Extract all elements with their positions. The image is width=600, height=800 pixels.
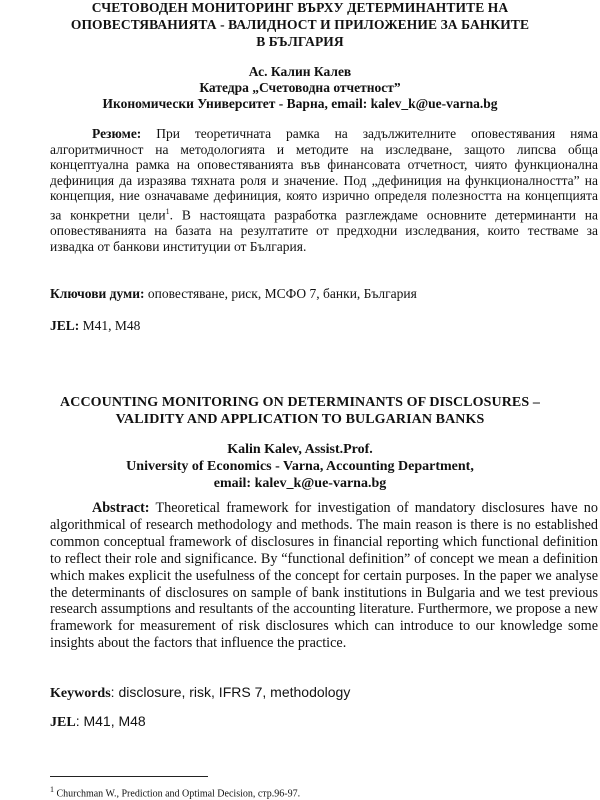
bg-abstract-text-2: . В настоящата разработка разглеждаме основните детерминанти на оповестяванията на базата на резултатите от предходни изследвания, които тестваме за извадка от банкови институции от България. xyxy=(50,207,598,254)
bg-keywords xyxy=(50,285,417,303)
bg-title-line-3: В БЪЛГАРИЯ xyxy=(256,34,344,49)
en-jel-text: : M41, M48 xyxy=(75,713,146,729)
en-title-line-1: ACCOUNTING MONITORING ON DETERMINANTS OF DISCLOSURES – xyxy=(60,395,540,410)
en-abstract xyxy=(50,500,598,652)
en-jel xyxy=(50,712,146,732)
footnote-rule xyxy=(50,776,208,777)
bg-author: Ас. Калин Калев xyxy=(248,64,352,79)
bg-affiliation: Икономически Университет - Варна, email: kalev_k@ue-varna.bg xyxy=(102,96,498,111)
en-jel-label: JEL xyxy=(50,715,76,730)
bg-abstract-label: Резюме: xyxy=(92,126,142,141)
en-abstract-text: Theoretical framework for investigation of mandatory disclosures have no algorithmical of research methodology and methods. The main reason is there is no established common conceptual framework of disclosures in financial reporting which functional definition to reflect their role and significance. By “functional definition” of concept we mean a definition which makes explicit the usefulness of the concept for certain purposes. In the paper we analyse the determinants of disclosures on sample of bank institutions in Bulgaria and we test previous research assumptions and resultants of the accounting literature. Furthermore, we propose a new framework for measurement of risk disclosures which can introduce to our knowledge some insights about the factors that influence the practice. xyxy=(50,500,598,652)
en-email: email: kalev_k@ue-varna.bg xyxy=(213,476,387,491)
bg-keywords-label: Ключови думи: xyxy=(50,286,145,301)
bg-title-line-1: СЧЕТОВОДЕН МОНИТОРИНГ ВЪРХУ ДЕТЕРМИНАНТИТЕ НА xyxy=(91,0,509,15)
bg-department: Катедра „Счетоводна отчетност” xyxy=(199,80,401,95)
en-title-line-2: VALIDITY AND APPLICATION TO BULGARIAN BANKS xyxy=(115,412,485,427)
bg-title-line-2: ОПОВЕСТЯВАНИЯТА - ВАЛИДНОСТ И ПРИЛОЖЕНИЕ ЗА БАНКИТЕ xyxy=(70,17,530,32)
bg-jel xyxy=(50,317,140,335)
bg-abstract xyxy=(50,126,598,254)
bg-jel-label: JEL: xyxy=(50,318,80,333)
en-affiliation: University of Economics - Varna, Accounting Department, xyxy=(126,459,474,474)
en-keywords-label: Keywords xyxy=(50,686,111,701)
en-abstract-label: Abstract: xyxy=(92,500,150,516)
en-author: Kalin Kalev, Assist.Prof. xyxy=(227,442,373,457)
footnote xyxy=(50,783,300,800)
en-keywords-text: : disclosure, risk, IFRS 7, methodology xyxy=(110,684,351,700)
footnote-text: Churchman W., Prediction and Optimal Decision, стр.96-97. xyxy=(56,788,301,800)
footnote-ref: 1 xyxy=(165,206,170,216)
bg-abstract-text: При теоретичната рамка на задължителните оповестявания няма алгоритмичност на методологията и методите на изследване, защото липсва обща концептуална рамка на оповестяванията във финансовата отчетност, чиято функционална дефиниция да изразява тяхната роля и значение. Под „дефиниция на функционалността” на концепция, ние означаваме дефиниция, която изрично определя полезността на концепцията за конкретни цели xyxy=(50,126,598,223)
bg-keywords-text: оповестяване, риск, МСФО 7, банки, България xyxy=(147,286,417,301)
footnote-number: 1 xyxy=(50,785,54,794)
bg-jel-text: M41, M48 xyxy=(82,318,141,333)
en-keywords xyxy=(50,683,350,703)
